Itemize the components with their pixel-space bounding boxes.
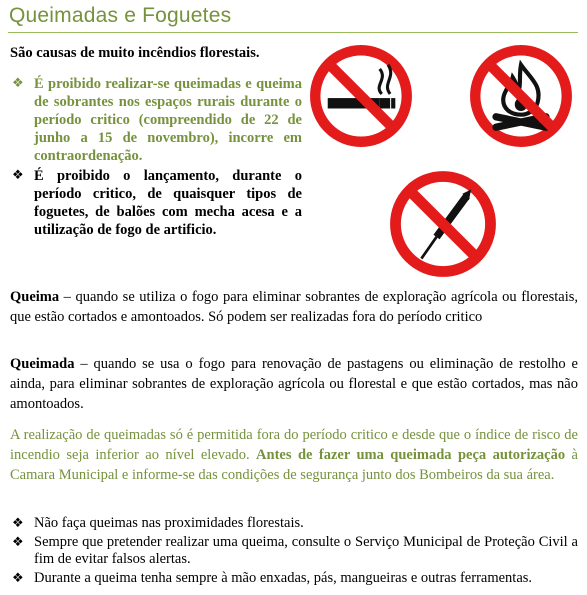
definition-term: Queima <box>10 289 60 305</box>
list-item-text: É proibido o lançamento, durante o período critico, de quaisquer tipos de foguetes, de balões com mecha acesa e a utilização de fogo de artificio. <box>34 168 302 238</box>
diamond-bullet-icon: ❖ <box>12 76 24 91</box>
notice-text: à Camara Municipal e informe-se das condições de segurança junto dos Bombeiros da sua área. <box>10 447 578 483</box>
diamond-bullet-icon: ❖ <box>12 571 24 586</box>
intro-subtitle: São causas de muito incêndios florestais. <box>10 45 260 61</box>
list-item <box>10 75 302 165</box>
definition-queimada <box>10 354 578 414</box>
diamond-bullet-icon: ❖ <box>12 168 24 183</box>
definition-text: – quando se utiliza o fogo para eliminar sobrantes de exploração agrícola ou florestais, que estão cortados e amontoados. Só podem ser realizadas fora do período critico <box>10 289 578 325</box>
no-fire-icon <box>469 44 573 148</box>
page-title: Queimadas e Foguetes <box>9 4 232 27</box>
list-item-text: É proibido realizar-se queimadas e queima de sobrantes nos espaços rurais durante o período critico (compreendido de 22 de junho a 15 de novembro), incorre em contraordenação. <box>34 76 302 164</box>
definition-text: – quando se usa o fogo para renovação de pastagens ou eliminação de restolho e ainda, para eliminar sobrantes de exploração agrícola ou florestal e que estão cortados, mas não amontoados. <box>10 356 578 412</box>
definition-queima <box>10 287 578 327</box>
prohibition-list <box>10 75 302 239</box>
notice-emphasis: Antes de fazer uma queimada peça autorização <box>256 447 566 463</box>
list-item-text: Sempre que pretender realizar uma queima, consulte o Serviço Municipal de Proteção Civil a fim de evitar falsos alertas. <box>34 534 578 567</box>
list-item-text: Durante a queima tenha sempre à mão enxadas, pás, mangueiras e outras ferramentas. <box>34 570 533 586</box>
list-item-text: Não faça queimas nas proximidades florestais. <box>34 515 304 531</box>
list-item <box>10 534 578 568</box>
prohibition-signs <box>305 42 585 282</box>
authorization-notice <box>10 425 578 485</box>
notice-text: A realização de queimadas só é permitida fora do período critico e desde que o índice de risco de incendio seja inferior ao nível elevado. <box>10 427 578 463</box>
list-item <box>10 515 578 532</box>
diamond-bullet-icon: ❖ <box>12 516 24 531</box>
title-underline <box>8 32 578 33</box>
list-item <box>10 570 578 587</box>
safety-tips-list <box>10 515 578 587</box>
no-smoking-icon <box>309 44 413 148</box>
list-item <box>10 167 302 239</box>
diamond-bullet-icon: ❖ <box>12 535 24 550</box>
no-fireworks-icon <box>389 170 497 278</box>
definition-term: Queimada <box>10 356 75 372</box>
